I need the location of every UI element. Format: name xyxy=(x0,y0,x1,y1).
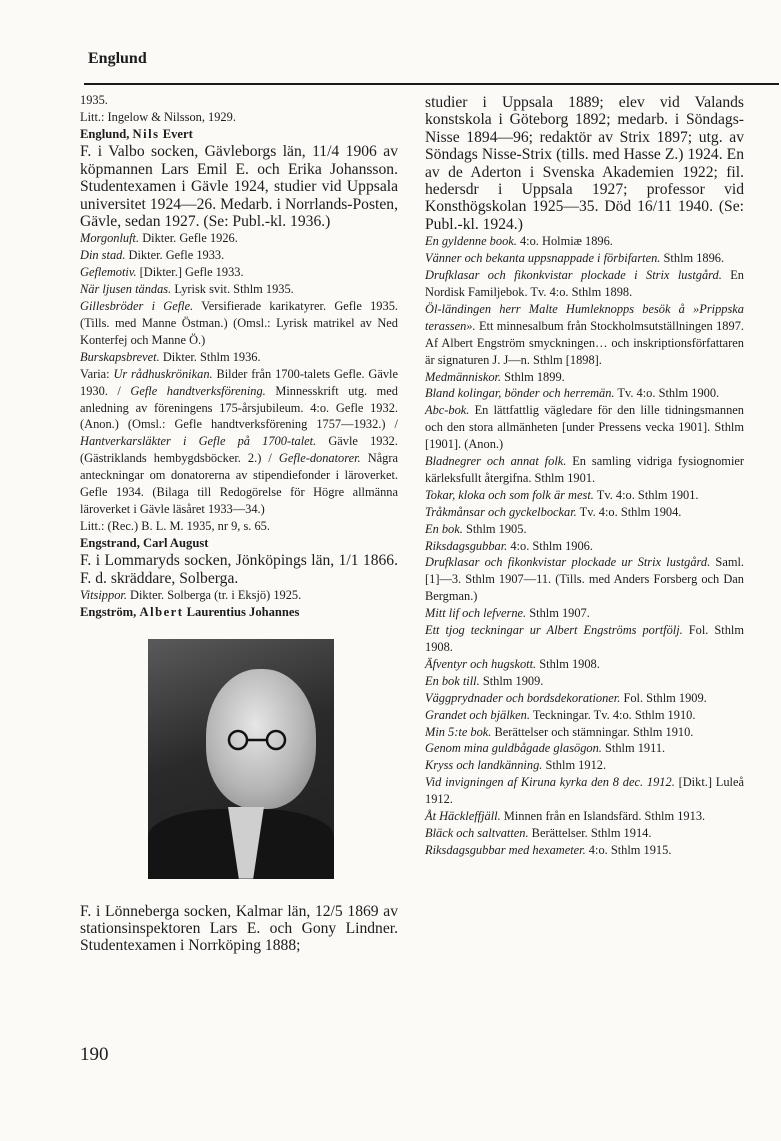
work-item: Grandet och bjälken. Teckningar. Tv. 4:o. Sthlm 1910. xyxy=(425,707,696,722)
work-item: Väggprydnader och bordsdekorationer. Fol. Sthlm 1909. xyxy=(425,690,707,705)
text-line: 1935. xyxy=(80,93,108,107)
work-item: Riksdagsgubbar. 4:o. Sthlm 1906. xyxy=(425,538,593,553)
entry-bio: F. i Lönneberga socken, Kalmar län, 12/5 1869 av stationsinspektoren Lars E. och Gony Lindner. Studentexamen i Norrköping 1888; xyxy=(80,902,398,955)
given-name: Laurentius Johannes xyxy=(186,605,300,620)
entry-heading xyxy=(80,126,398,144)
surname: Englund, xyxy=(80,126,130,141)
work-item: Riksdagsgubbar med hexameter. 4:o. Sthlm 1915. xyxy=(425,842,672,857)
work-title: När ljusen tändas. xyxy=(80,282,172,297)
glasses-icon xyxy=(220,729,300,751)
work-item: Mitt lif och lefverne. Sthlm 1907. xyxy=(425,606,590,621)
work-title: Vitsippor. xyxy=(80,588,127,603)
work-item: Bland kolingar, bönder och herremän. Tv. 4:o. Sthlm 1900. xyxy=(425,386,720,401)
left-column xyxy=(80,92,398,955)
literature-ref: Litt.: Ingelow & Nilsson, 1929. xyxy=(80,109,236,124)
work-item: Kryss och landkänning. Sthlm 1912. xyxy=(425,758,607,773)
portrait-photo xyxy=(148,639,334,879)
work-item: Öl-ländingen herr Malte Humleknopps besök å »Prippska terassen». Ett minnesalbum från Stockholmsutställningen 1897. Af Albert Engström smyckningen… och inskriptionsförfattaren är signaturen J. J—n. Sthlm [1898]. xyxy=(425,301,744,367)
work-item: När ljusen tändas. Lyrisk svit. Sthlm 1935. xyxy=(80,282,294,297)
work-item: Tråkmånsar och gyckelbockar. Tv. 4:o. Sthlm 1904. xyxy=(425,504,682,519)
page-number: 190 xyxy=(80,1044,109,1065)
header-rule xyxy=(84,83,779,85)
work-item: Vänner och bekanta uppsnappade i förbifarten. Sthlm 1896. xyxy=(425,251,725,266)
right-column xyxy=(425,94,744,859)
work-item: Tokar, kloka och som folk är mest. Tv. 4:o. Sthlm 1901. xyxy=(425,487,699,502)
work-item: En bok. Sthlm 1905. xyxy=(425,521,527,536)
work-item: Vitsippor. Dikter. Solberga (tr. i Eksjö) 1925. xyxy=(80,588,302,603)
work-title: Din stad. xyxy=(80,248,126,263)
work-item: Abc-bok. En lättfattlig vägledare för den lille tidningsmannen och den stora allmänheten [under Pressens vecka 1901]. Sthlm [1901]. (Anon.) xyxy=(425,403,744,452)
work-item: Drufklasar och fikonkvistar plockade ur Strix lustgård. Saml. [1]—3. Sthlm 1907—11. (Tills. med Anders Forsberg och Dan Bergman.) xyxy=(425,555,744,604)
work-title: Burskapsbrevet. xyxy=(80,349,160,364)
entry-bio: F. i Valbo socken, Gävleborgs län, 11/4 1906 av köpmannen Lars Emil E. och Erika Johansson. Studentexamen i Gävle 1924, studier vid Uppsala universitet 1924—26. Medarb. i Norrlands-Posten, Gävle, sedan 1927. (Se: Publ.-kl. 1936.) xyxy=(80,143,398,231)
work-item: Din stad. Dikter. Gefle 1933. xyxy=(80,248,225,263)
work-item: En gyldenne book. 4:o. Holmiæ 1896. xyxy=(425,234,613,249)
work-item: Geflemotiv. [Dikter.] Gefle 1933. xyxy=(80,265,244,280)
work-title: Geflemotiv. xyxy=(80,265,137,280)
work-item: Bladnegrer och annat folk. En samling vidriga fysiognomier kärleksfullt återgifna. Sthlm 1901. xyxy=(425,454,745,485)
work-item: Varia: Ur rådhuskrönikan. Bilder från 1700-talets Gefle. Gävle 1930. / Gefle handtverksförening. Minnesskrift utg. med anledning av föreningens 175-årsjubileum. 4:o. Gefle 1932. (Anon.) (Omsl.: Gefle handtverksförening 1757—1932.) / Hantverkarsläkter i Gefle på 1700-talet. Gävle 1932. (Gästriklands hembygdsböcker. 2.) / Gefle-donatorer. Några anteckningar om donatorerna av stipendiefonder i läroverket. Gefle 1934. (Bilaga till Redogörelse för Högre allmänna läroverket i Gävle läsåret 1933—34.) xyxy=(80,366,399,516)
work-item: Drufklasar och fikonkvistar plockade i Strix lustgård. En Nordisk Familjebok. Tv. 4:o. Sthlm 1898. xyxy=(425,268,744,299)
work-item: Vid invigningen af Kiruna kyrka den 8 dec. 1912. [Dikt.] Luleå 1912. xyxy=(425,775,745,807)
work-item: Åt Häckleffjäll. Minnen från en Islandsfärd. Sthlm 1913. xyxy=(425,809,706,824)
given-name: Albert xyxy=(139,605,184,620)
literature-ref: Litt.: (Rec.) B. L. M. 1935, nr 9, s. 65. xyxy=(80,518,270,533)
entry-heading: Engstrand, Carl August xyxy=(80,535,209,550)
surname: Engström, xyxy=(80,605,137,620)
entry-heading xyxy=(80,604,398,622)
work-title: Gillesbröder i Gefle. xyxy=(80,299,194,314)
work-item: Genom mina guldbågade glasögon. Sthlm 1911. xyxy=(425,741,666,756)
work-item: Min 5:te bok. Berättelser och stämningar. Sthlm 1910. xyxy=(425,724,694,739)
given-name: Nils xyxy=(132,126,160,141)
work-item: Medmänniskor. Sthlm 1899. xyxy=(425,369,565,384)
running-header: Englund xyxy=(88,50,147,67)
work-item: Äfventyr och hugskott. Sthlm 1908. xyxy=(425,656,600,671)
work-title: Morgonluft. xyxy=(80,231,140,246)
entry-bio: F. i Lommaryds socken, Jönköpings län, 1/1 1866. F. d. skräddare, Solberga. xyxy=(80,552,398,587)
given-name: Evert xyxy=(162,126,193,141)
work-item: Bläck och saltvatten. Berättelser. Sthlm 1914. xyxy=(425,825,652,840)
work-item: Burskapsbrevet. Dikter. Sthlm 1936. xyxy=(80,349,261,364)
entry-bio: studier i Uppsala 1889; elev vid Valands konstskola i Göteborg 1892; medarb. i Söndags-Nisse 1894—96; redaktör av Strix 1897; utg. av Söndags Nisse-Strix (tills. med Hasse Z.) 1924. En av de Aderton i Svenska Akademien 1922; fil. hedersdr i Uppsala 1927; professor vid Konsthögskolan 1925—35. Död 16/11 1940. (Se: Publ.-kl. 1924.) xyxy=(425,94,744,233)
work-item: Ett tjog teckningar ur Albert Engströms portfölj. Fol. Sthlm 1908. xyxy=(425,623,744,654)
work-item: En bok till. Sthlm 1909. xyxy=(425,673,544,688)
work-item: Morgonluft. Dikter. Gefle 1926. xyxy=(80,231,238,246)
work-item: Gillesbröder i Gefle. Versifierade karikatyrer. Gefle 1935. (Tills. med Manne Östman.) (Omsl.: Lyrisk matrikel av Ned Konterfej och Manne Ö.) xyxy=(80,299,398,347)
